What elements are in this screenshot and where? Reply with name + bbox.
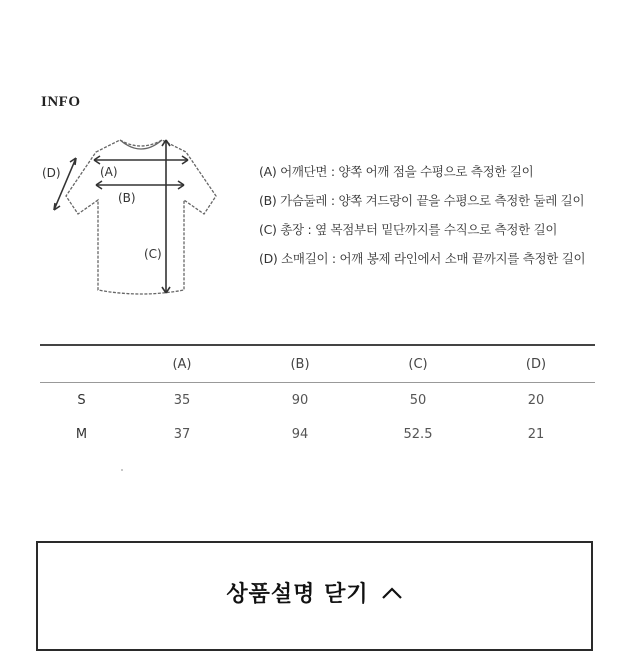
size-table-header (40, 345, 595, 383)
close-description-label: 상품설명 닫기 (226, 582, 369, 607)
size-value-c: 52.5 (403, 426, 433, 442)
chevron-up-icon (381, 586, 403, 600)
label-b: (B) (118, 191, 136, 205)
tshirt-collar (120, 140, 162, 149)
tshirt-diagram (38, 128, 228, 303)
desc-c: (C) 총장 : 옆 목점부터 밑단까지를 수직으로 측정한 길이 (259, 222, 558, 237)
size-name: S (77, 392, 86, 408)
label-c: (C) (144, 247, 162, 261)
label-a: (A) (100, 165, 118, 179)
size-value-b: 90 (291, 392, 309, 408)
table-row (40, 417, 595, 451)
tshirt-outline (66, 140, 216, 294)
size-value-a: 35 (173, 392, 191, 408)
header-a: (A) (172, 356, 192, 372)
size-name: M (75, 426, 88, 442)
size-table (40, 344, 595, 451)
desc-a: (A) 어깨단면 : 양쪽 어깨 점을 수평으로 측정한 길이 (259, 164, 534, 179)
header-c: (C) (408, 356, 428, 372)
desc-b: (B) 가슴둘레 : 양쪽 겨드랑이 끝을 수평으로 측정한 둘레 길이 (259, 193, 585, 208)
label-d: (D) (42, 166, 61, 180)
size-value-c: 50 (409, 392, 427, 408)
header-size (40, 345, 123, 383)
size-value-d: 21 (527, 426, 545, 442)
size-value-d: 20 (527, 392, 545, 408)
table-row (40, 383, 595, 418)
header-b: (B) (290, 356, 310, 372)
size-value-a: 37 (173, 426, 191, 442)
close-description-button[interactable] (36, 541, 593, 651)
size-value-b: 94 (291, 426, 309, 442)
desc-d: (D) 소매길이 : 어깨 봉제 라인에서 소매 끝까지를 측정한 길이 (259, 251, 586, 266)
header-d: (D) (525, 356, 547, 372)
divider-dot (121, 469, 123, 471)
info-title: INFO (41, 94, 81, 110)
measurement-descriptions (259, 162, 631, 278)
